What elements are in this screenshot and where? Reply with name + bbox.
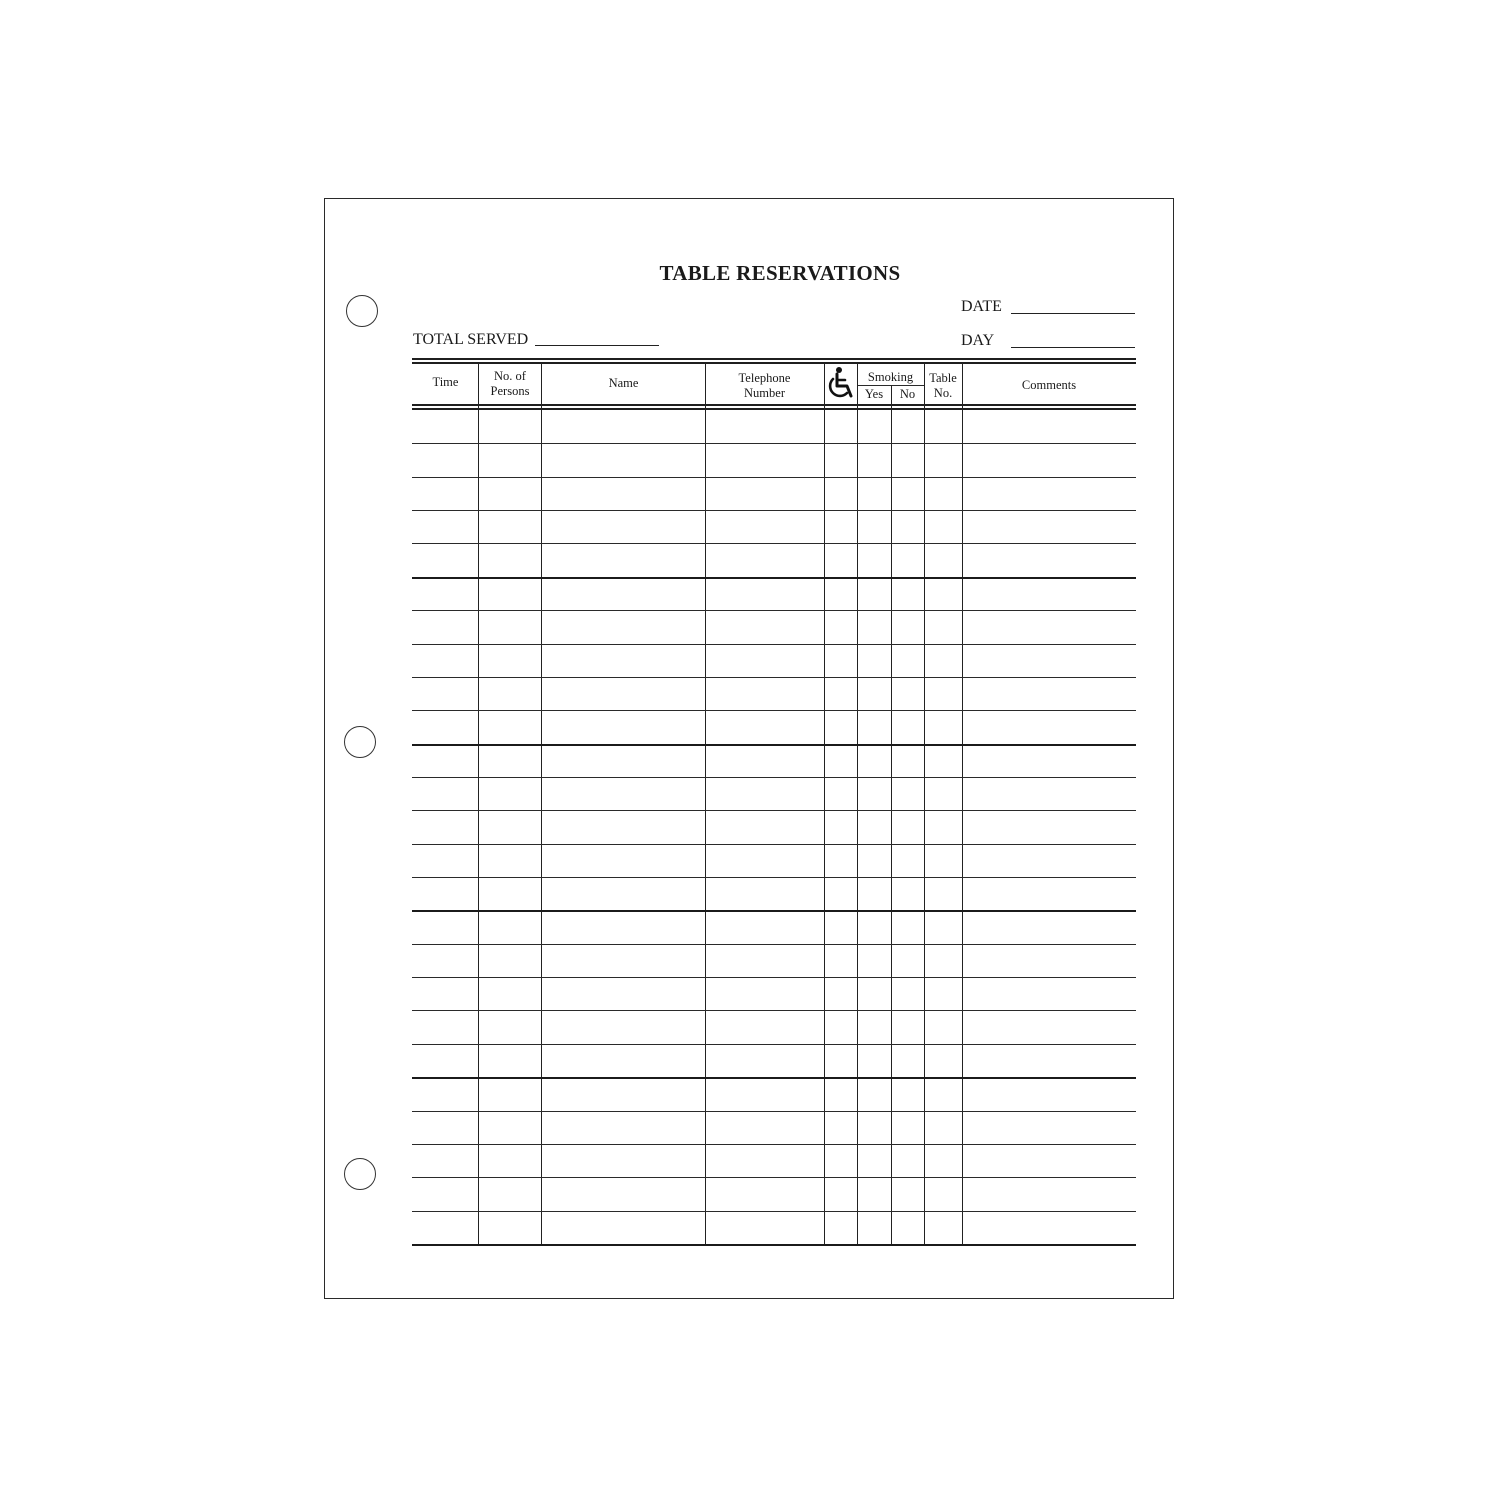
header-time: Time	[432, 375, 459, 389]
table-row-rule	[412, 744, 1136, 746]
table-row-rule	[412, 910, 1136, 912]
date-label: DATE	[961, 298, 1002, 315]
table-row-rule	[412, 777, 1136, 778]
header-table-line2: No.	[933, 386, 953, 400]
header-telephone-line2: Number	[744, 386, 785, 400]
table-row-rule	[412, 1077, 1136, 1079]
binder-hole-bottom	[344, 1158, 376, 1190]
table-row-rule	[412, 543, 1136, 544]
table-row-rule	[412, 710, 1136, 711]
table-row-rule	[412, 1211, 1136, 1212]
table-row-rule	[412, 877, 1136, 878]
total-served-field[interactable]	[535, 345, 659, 346]
table-row-rule	[412, 1144, 1136, 1145]
header-top-rule-2	[412, 362, 1136, 364]
header-persons-line1: No. of	[494, 369, 526, 383]
form-title: TABLE RESERVATIONS	[659, 261, 901, 285]
table-row-rule	[412, 810, 1136, 811]
wheelchair-icon	[826, 366, 856, 400]
table-row-rule	[412, 443, 1136, 444]
table-row-rule	[412, 844, 1136, 845]
divider-yes-no	[891, 385, 892, 1244]
table-row-rule	[412, 610, 1136, 611]
table-row-rule	[412, 510, 1136, 511]
date-field[interactable]	[1011, 313, 1135, 314]
header-bottom-rule-2	[412, 408, 1136, 410]
day-field[interactable]	[1011, 347, 1135, 348]
header-top-rule-1	[412, 358, 1136, 360]
table-row-rule	[412, 677, 1136, 678]
table-row-rule	[412, 1111, 1136, 1112]
table-row-rule	[412, 477, 1136, 478]
table-row-rule	[412, 1244, 1136, 1246]
day-label: DAY	[961, 332, 995, 349]
table-row-rule	[412, 977, 1136, 978]
header-persons-line2: Persons	[490, 384, 530, 398]
reservation-sheet	[324, 198, 1174, 1299]
header-bottom-rule-1	[412, 404, 1136, 406]
header-table-line1: Table	[929, 371, 957, 385]
header-smoking-no: No	[899, 387, 916, 401]
binder-hole-middle	[344, 726, 376, 758]
header-telephone-line1: Telephone	[738, 371, 791, 385]
table-row-rule	[412, 577, 1136, 579]
table-row-rule	[412, 1010, 1136, 1011]
table-row-rule	[412, 944, 1136, 945]
table-row-rule	[412, 644, 1136, 645]
total-served-label: TOTAL SERVED	[413, 331, 529, 348]
header-name: Name	[608, 376, 639, 390]
binder-hole-top	[346, 295, 378, 327]
table-row-rule	[412, 1177, 1136, 1178]
header-smoking: Smoking	[867, 370, 914, 384]
header-comments: Comments	[1021, 378, 1077, 392]
header-smoking-yes: Yes	[864, 387, 884, 401]
table-row-rule	[412, 1044, 1136, 1045]
